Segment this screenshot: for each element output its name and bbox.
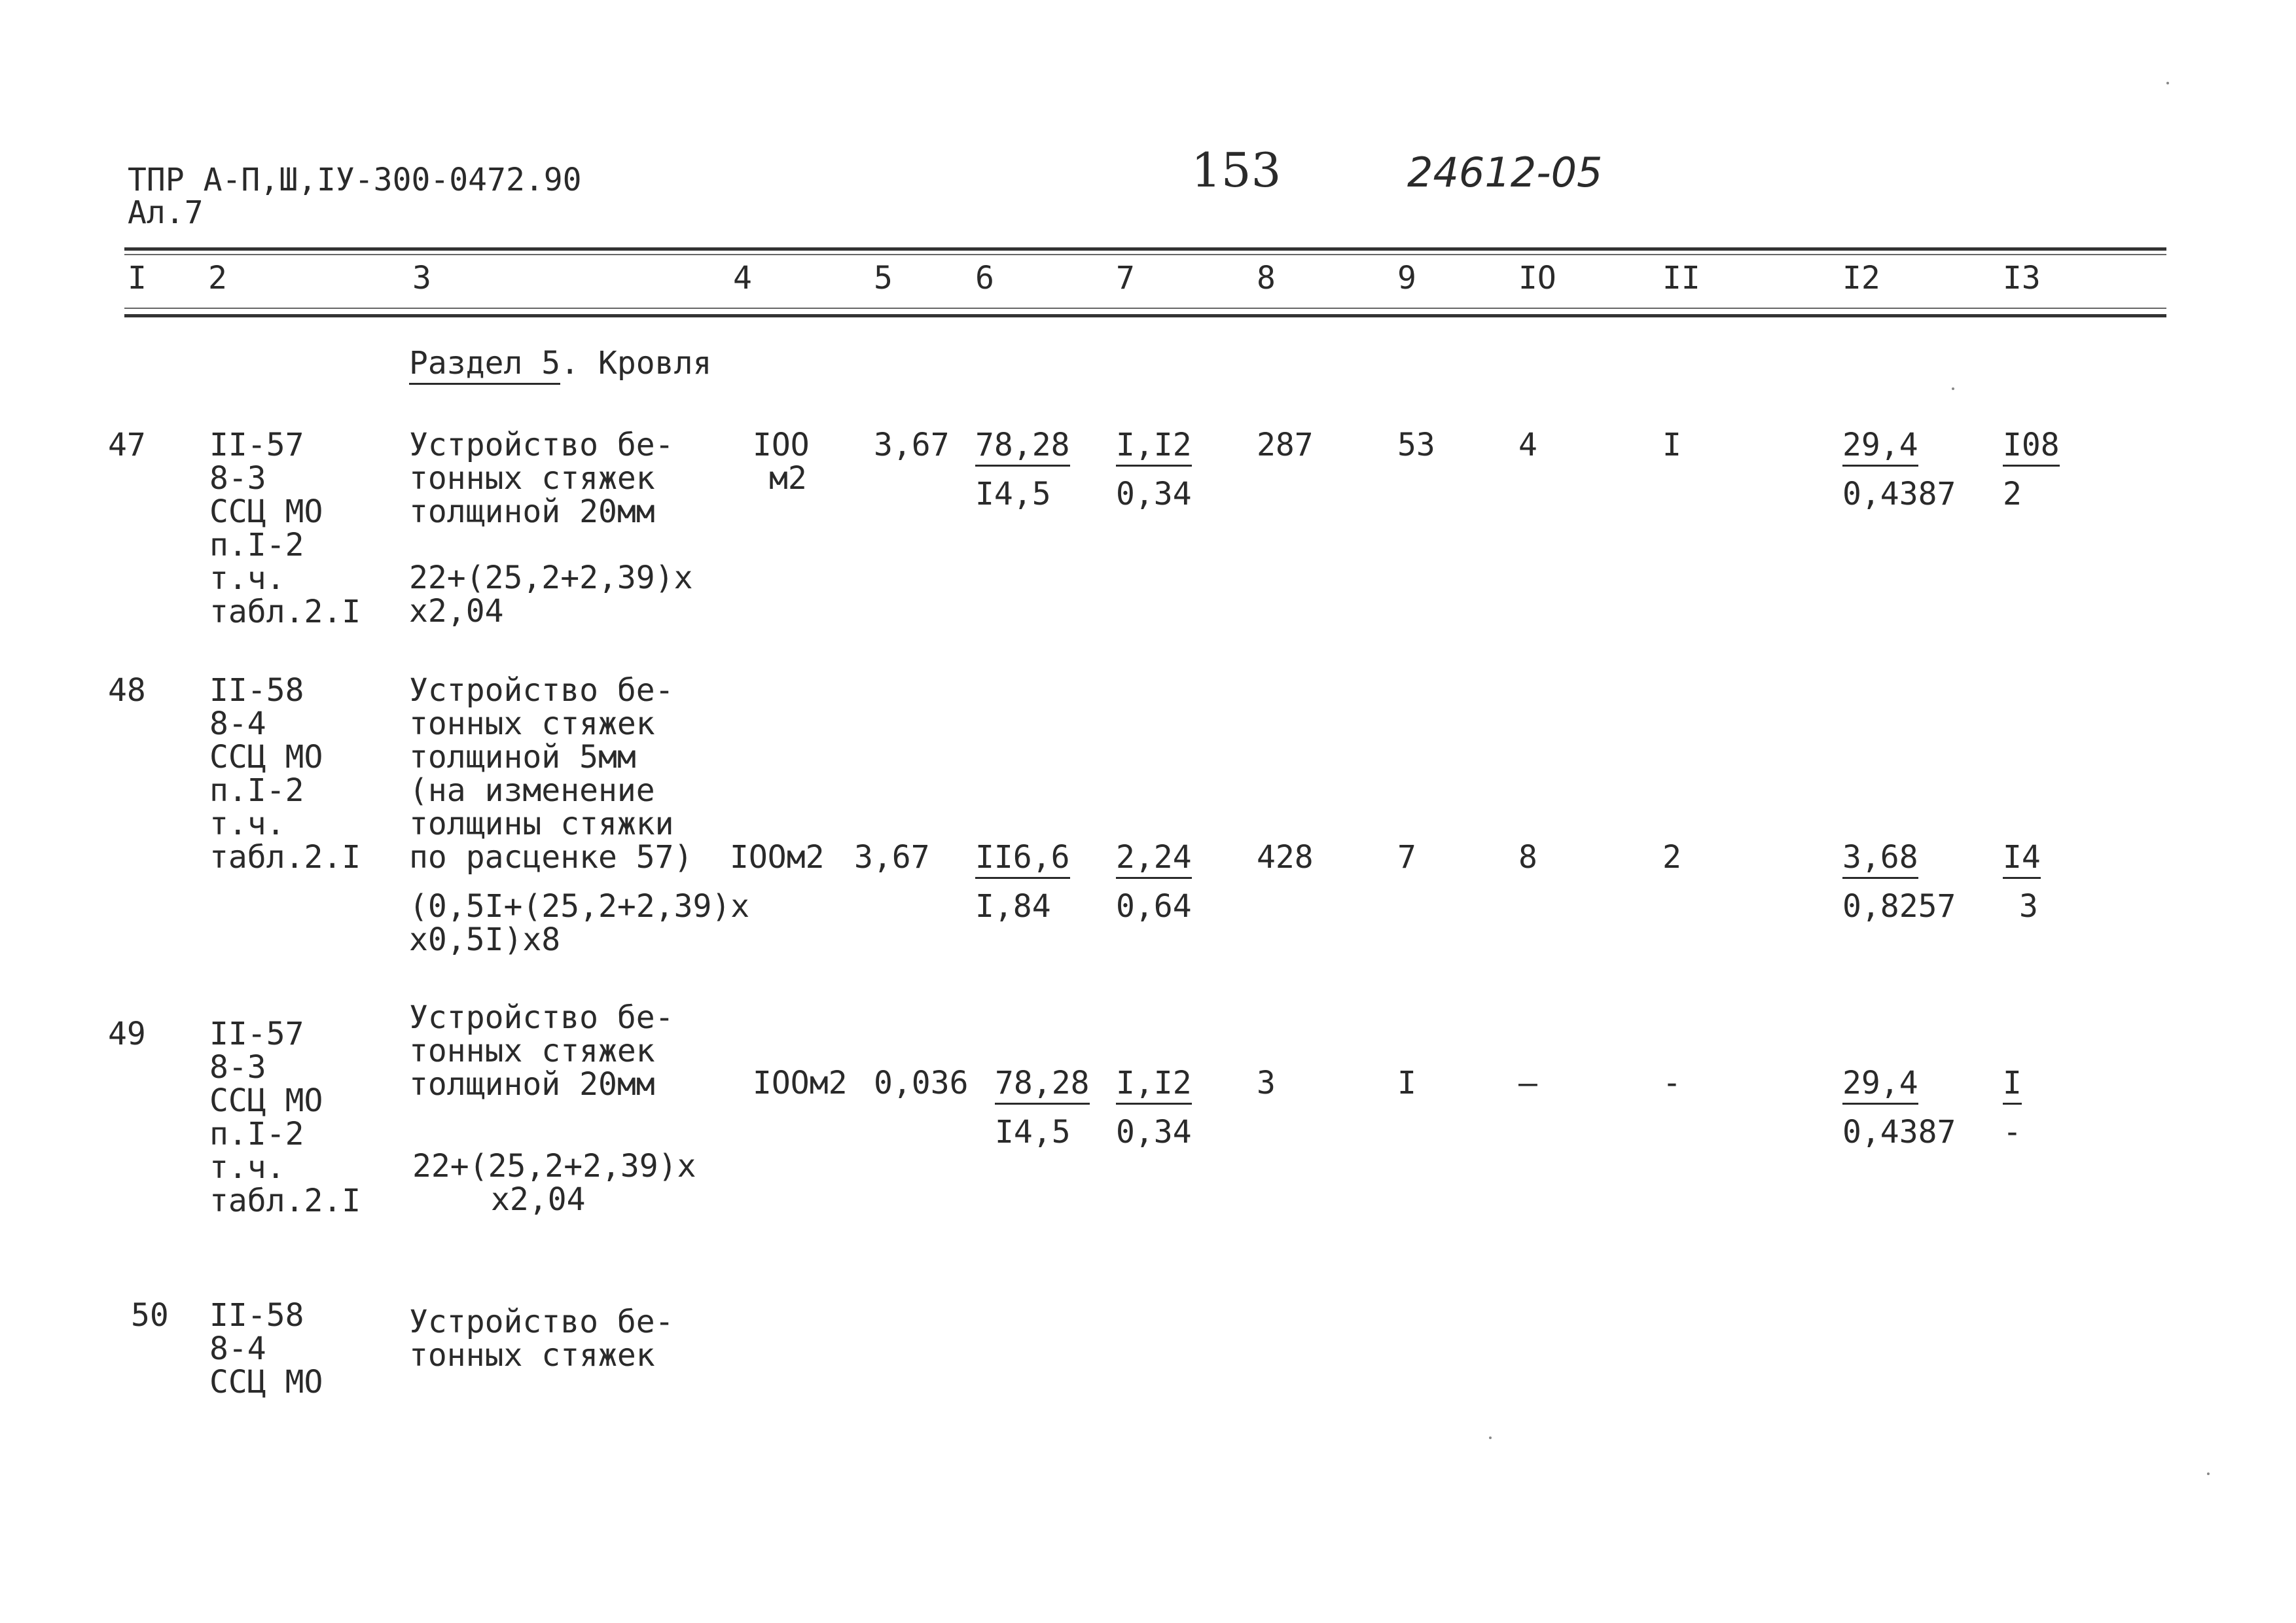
column-number: 8 bbox=[1257, 260, 1276, 296]
work-description: по расценке 57) bbox=[409, 839, 693, 876]
rate-code: 8-3 bbox=[209, 1049, 266, 1086]
row-number: 49 bbox=[108, 1016, 146, 1052]
calc-formula: 22+(25,2+2,39)х bbox=[409, 560, 693, 596]
total-cost: 287 bbox=[1257, 427, 1314, 463]
scan-speck bbox=[2207, 1472, 2210, 1475]
sheet-label: Ал.7 bbox=[128, 194, 204, 231]
machine-wages: - bbox=[1662, 1065, 1681, 1101]
row-number: 48 bbox=[108, 672, 146, 709]
unit-cost-bottom: I,84 bbox=[975, 888, 1051, 925]
machine-wages: I bbox=[1662, 427, 1681, 463]
rate-code: п.I-2 bbox=[209, 772, 304, 809]
header-bottom-rule-thin bbox=[124, 308, 2166, 309]
rate-code: 8-4 bbox=[209, 1330, 266, 1367]
row-number: 47 bbox=[108, 427, 146, 463]
calc-formula: (0,5I+(25,2+2,39)х bbox=[409, 888, 750, 925]
machines: 4 bbox=[1518, 427, 1537, 463]
unit-cost-bottom: I4,5 bbox=[975, 476, 1051, 512]
row-number: 50 bbox=[131, 1297, 169, 1334]
work-description: Устройство бе- bbox=[409, 672, 674, 709]
column-number: 5 bbox=[874, 260, 893, 296]
rate-code: табл.2.I bbox=[209, 839, 361, 876]
wages: I bbox=[1397, 1065, 1416, 1101]
work-description: тонных стяжек bbox=[409, 1337, 655, 1374]
rate-code: табл.2.I bbox=[209, 594, 361, 630]
column-number: II bbox=[1662, 260, 1700, 296]
unit-cost-top: 78,28 bbox=[975, 429, 1070, 462]
total-cost: 428 bbox=[1257, 839, 1314, 876]
machine-wages: 2 bbox=[1662, 839, 1681, 876]
unit: IOOм2 bbox=[753, 1065, 848, 1101]
rate-code: ССЦ МО bbox=[209, 1364, 323, 1400]
column-number: 4 bbox=[733, 260, 752, 296]
unit-cost-top: II6,6 bbox=[975, 841, 1070, 874]
rate-code: II-57 bbox=[209, 427, 304, 463]
calc-formula: 22+(25,2+2,39)х bbox=[412, 1148, 696, 1185]
labor-per-unit-top: 29,4 bbox=[1842, 429, 1918, 462]
work-description: толщины стяжки bbox=[409, 806, 674, 842]
rate-code: II-58 bbox=[209, 672, 304, 709]
page-number: 153 bbox=[1191, 143, 1282, 198]
labor-total-bottom: - bbox=[2003, 1114, 2022, 1150]
wages: 7 bbox=[1397, 839, 1416, 876]
column-number: 7 bbox=[1116, 260, 1135, 296]
quantity: 3,67 bbox=[854, 839, 930, 876]
unit: IOO bbox=[753, 427, 810, 463]
header-top-rule-thin bbox=[124, 254, 2166, 255]
unit: IOOм2 bbox=[730, 839, 825, 876]
column-number: I2 bbox=[1842, 260, 1880, 296]
work-description: толщиной 5мм bbox=[409, 739, 636, 776]
labor-per-unit-bottom: 0,8257 bbox=[1842, 888, 1956, 925]
rate-code: ССЦ МО bbox=[209, 739, 323, 776]
work-description: тонных стяжек bbox=[409, 460, 655, 497]
header-top-rule bbox=[124, 247, 2166, 251]
labor-total-bottom: 2 bbox=[2003, 476, 2022, 512]
labor-total-top: I08 bbox=[2003, 429, 2060, 462]
column-number: 9 bbox=[1397, 260, 1416, 296]
quantity: 3,67 bbox=[874, 427, 950, 463]
column-number: I3 bbox=[2003, 260, 2041, 296]
machines: 8 bbox=[1518, 839, 1537, 876]
calc-formula: х2,04 bbox=[491, 1181, 586, 1218]
labor-per-unit-bottom: 0,4387 bbox=[1842, 1114, 1956, 1150]
labor-top: 2,24 bbox=[1116, 841, 1192, 874]
quantity: 0,036 bbox=[874, 1065, 969, 1101]
column-number: 2 bbox=[208, 260, 227, 296]
calc-formula: х0,5I)х8 bbox=[409, 921, 561, 958]
work-description: (на изменение bbox=[409, 772, 655, 809]
labor-top: I,I2 bbox=[1116, 429, 1192, 462]
labor-bottom: 0,64 bbox=[1116, 888, 1192, 925]
rate-code: п.I-2 bbox=[209, 527, 304, 563]
calc-formula: х2,04 bbox=[409, 593, 504, 630]
total-cost: 3 bbox=[1257, 1065, 1276, 1101]
column-number: 3 bbox=[412, 260, 431, 296]
rate-code: 8-4 bbox=[209, 705, 266, 742]
labor-per-unit-top: 3,68 bbox=[1842, 841, 1918, 874]
scan-speck bbox=[1489, 1436, 1492, 1439]
work-description: Устройство бе- bbox=[409, 999, 674, 1036]
labor-top: I,I2 bbox=[1116, 1067, 1192, 1100]
labor-total-top: I4 bbox=[2003, 841, 2041, 874]
wages: 53 bbox=[1397, 427, 1435, 463]
section-prefix: Раздел 5 bbox=[409, 345, 560, 385]
column-number: 6 bbox=[975, 260, 994, 296]
unit: м2 bbox=[769, 460, 807, 497]
rate-code: т.ч. bbox=[209, 1149, 285, 1186]
header-bottom-rule bbox=[124, 314, 2166, 317]
rate-code: т.ч. bbox=[209, 806, 285, 842]
work-description: толщиной 20мм bbox=[409, 1066, 655, 1103]
rate-code: ССЦ МО bbox=[209, 493, 323, 530]
column-number: I bbox=[128, 260, 147, 296]
section-title bbox=[409, 347, 711, 380]
doc-code: ТПР А-П,Ш,IУ-300-0472.90 bbox=[128, 162, 582, 198]
labor-total-bottom: 3 bbox=[2019, 888, 2038, 925]
labor-per-unit-bottom: 0,4387 bbox=[1842, 476, 1956, 512]
work-description: Устройство бе- bbox=[409, 427, 674, 463]
column-number: IO bbox=[1518, 260, 1556, 296]
document-number: 24612-05 bbox=[1407, 149, 1603, 196]
labor-bottom: 0,34 bbox=[1116, 1114, 1192, 1150]
work-description: тонных стяжек bbox=[409, 1033, 655, 1069]
labor-per-unit-top: 29,4 bbox=[1842, 1067, 1918, 1100]
unit-cost-top: 78,28 bbox=[995, 1067, 1090, 1100]
work-description: толщиной 20мм bbox=[409, 493, 655, 530]
scan-speck bbox=[2166, 82, 2169, 84]
section-suffix: . Кровля bbox=[560, 345, 712, 382]
rate-code: п.I-2 bbox=[209, 1116, 304, 1152]
work-description: тонных стяжек bbox=[409, 705, 655, 742]
rate-code: 8-3 bbox=[209, 460, 266, 497]
unit-cost-bottom: I4,5 bbox=[995, 1114, 1071, 1150]
rate-code: II-58 bbox=[209, 1297, 304, 1334]
rate-code: II-57 bbox=[209, 1016, 304, 1052]
rate-code: ССЦ МО bbox=[209, 1082, 323, 1119]
labor-bottom: 0,34 bbox=[1116, 476, 1192, 512]
machines: – bbox=[1518, 1065, 1537, 1101]
rate-code: табл.2.I bbox=[209, 1183, 361, 1219]
rate-code: т.ч. bbox=[209, 560, 285, 597]
scan-speck bbox=[1952, 387, 1954, 390]
labor-total-top: I bbox=[2003, 1067, 2022, 1100]
work-description: Устройство бе- bbox=[409, 1304, 674, 1340]
